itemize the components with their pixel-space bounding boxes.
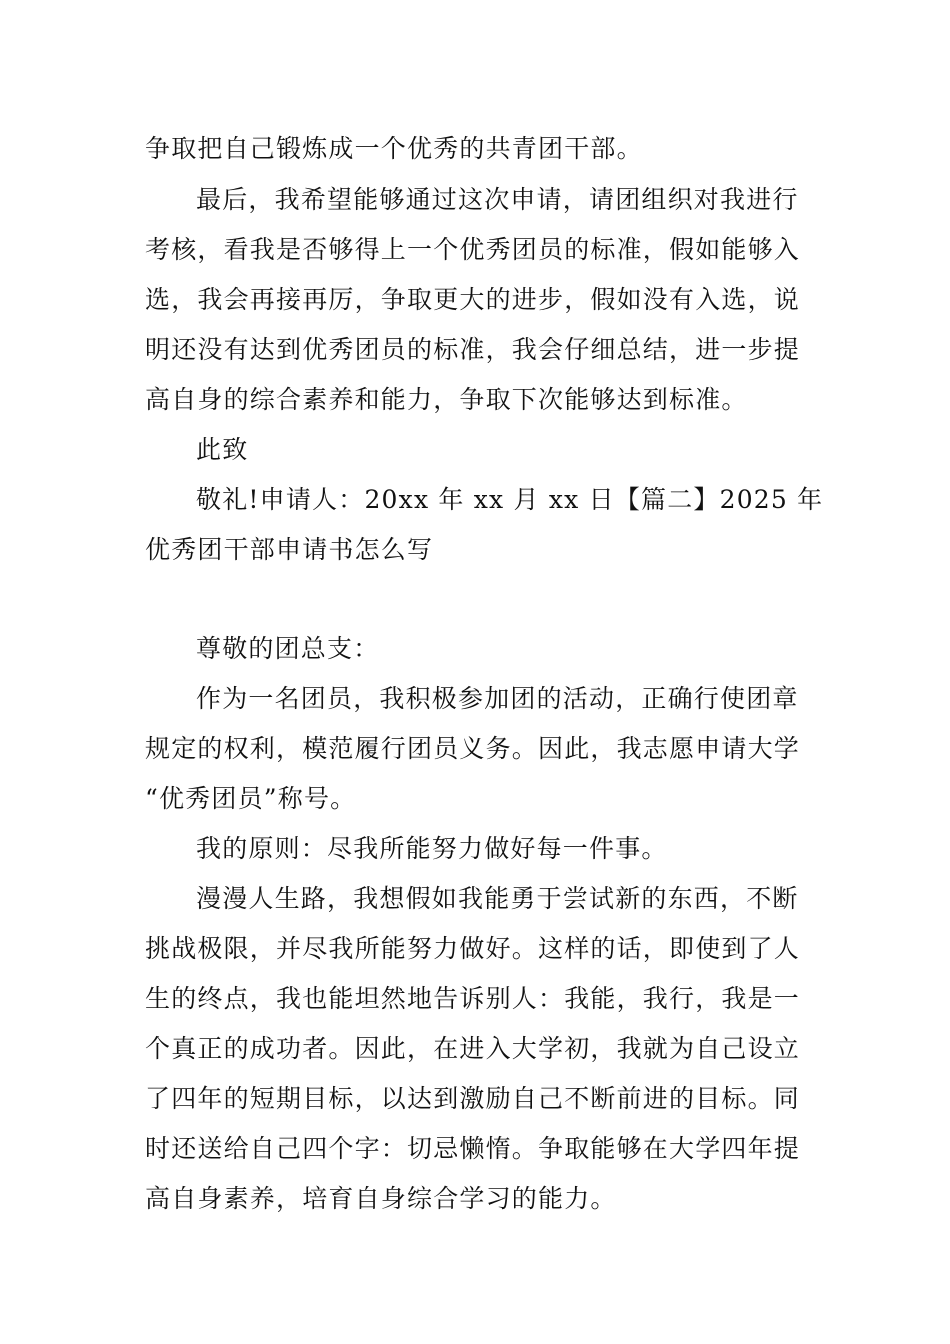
paragraph-line: 考核，看我是否够得上一个优秀团员的标准，假如能够入 (145, 235, 801, 264)
paragraph-line: 我的原则：尽我所能努力做好每一件事。 (196, 834, 668, 863)
paragraph-line: 时还送给自己四个字：切忌懒惰。争取能够在大学四年提 (145, 1134, 801, 1163)
paragraph-line: 高自身素养，培育自身综合学习的能力。 (145, 1184, 617, 1213)
paragraph-line: 个真正的成功者。因此，在进入大学初，我就为自己设立 (145, 1034, 801, 1063)
section-heading-end: 优秀团干部申请书怎么写 (145, 535, 434, 564)
paragraph-line: 作为一名团员，我积极参加团的活动，正确行使团章 (196, 684, 799, 713)
paragraph-line: 选，我会再接再厉，争取更大的进步，假如没有入选，说 (145, 285, 801, 314)
paragraph-line: 漫漫人生路，我想假如我能勇于尝试新的东西，不断 (196, 884, 799, 913)
signature-text: 敬礼!申请人：20xx 年 xx 月 xx 日 (196, 485, 615, 514)
paragraph-line: 最后，我希望能够通过这次申请，请团组织对我进行 (196, 185, 799, 214)
paragraph-line: 明还没有达到优秀团员的标准，我会仔细总结，进一步提 (145, 335, 801, 364)
closing-line: 此致 (196, 435, 249, 464)
paragraph-line: 规定的权利，模范履行团员义务。因此，我志愿申请大学 (145, 734, 801, 763)
paragraph-line: 了四年的短期目标，以达到激励自己不断前进的目标。同 (145, 1084, 801, 1113)
paragraph-line: “优秀团员”称号。 (145, 784, 357, 813)
paragraph-line: 生的终点，我也能坦然地告诉别人：我能，我行，我是一 (145, 984, 801, 1013)
paragraph-line: 挑战极限，并尽我所能努力做好。这样的话，即使到了人 (145, 934, 801, 963)
signature-line (196, 483, 824, 517)
paragraph-line: 高自身的综合素养和能力，争取下次能够达到标准。 (145, 385, 748, 414)
paragraph-line: 争取把自己锻炼成一个优秀的共青团干部。 (145, 134, 643, 163)
section-heading-start: 【篇二】2025 年 (614, 485, 824, 514)
salutation-line: 尊敬的团总支： (196, 634, 380, 663)
